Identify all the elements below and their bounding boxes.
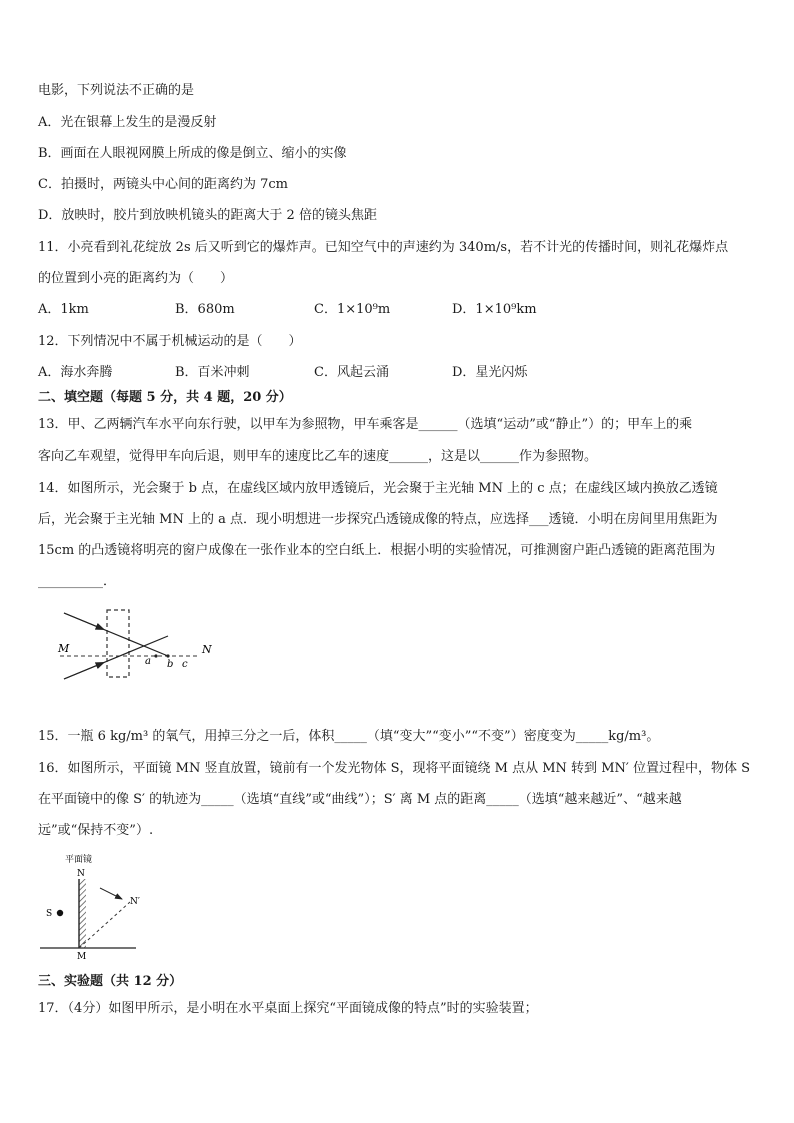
q16-line1: 16．如图所示，平面镜 MN 竖直放置，镜前有一个发光物体 S，现将平面镜绕 M 点从 MN 转到 MN′ 位置过程中，物体 S — [38, 761, 750, 776]
label-m: M — [77, 952, 87, 962]
q14-line3: 15cm 的凸透镜将明亮的窗户成像在一张作业本的空白纸上．根据小明的实验情况，可推测窗户距凸透镜的距离范围为 — [38, 543, 716, 558]
q11-option-c: C．1×10⁹m — [314, 302, 391, 317]
q11-stem-line2: 的位置到小亮的距离约为（ ） — [38, 271, 234, 286]
label-s: S — [46, 909, 53, 919]
q12-option-a: A．海水奔腾 — [38, 365, 113, 380]
q12-option-b: B．百米冲刺 — [175, 365, 250, 380]
object-s — [57, 910, 63, 916]
q10-stem-tail: 电影，下列说法不正确的是 — [38, 83, 195, 98]
label-c: c — [182, 659, 188, 670]
label-m: M — [58, 642, 70, 655]
q10-option-b: B．画面在人眼视网膜上所成的像是倒立、缩小的实像 — [38, 146, 347, 161]
label-b: b — [167, 659, 174, 670]
rotation-arrow — [100, 888, 122, 899]
q11-option-b: B．680m — [175, 302, 235, 317]
q10-option-a: A．光在银幕上发生的是漫反射 — [38, 115, 217, 130]
q14-line4: __________． — [38, 574, 117, 589]
q13-line1: 13．甲、乙两辆汽车水平向东行驶，以甲车为参照物，甲车乘客是______（选填“运动”或“静止”）的；甲车上的乘 — [38, 417, 693, 432]
section3-title: 三、实验题（共 12 分） — [38, 974, 183, 989]
q16-line2: 在平面镜中的像 S′ 的轨迹为_____（选填“直线”或“曲线”）；S′ 离 M 点的距离_____（选填“越来越近”、“越来越 — [38, 792, 682, 807]
q17-line1: 17．（4分）如图甲所示，是小明在水平桌面上探究“平面镜成像的特点”时的实验装置； — [38, 1001, 538, 1016]
q12-stem: 12．下列情况中不属于机械运动的是（ ） — [38, 334, 302, 349]
label-mirror-n: N — [77, 869, 85, 879]
label-n-prime: N′ — [130, 897, 140, 907]
q11-stem-line1: 11．小亮看到礼花绽放 2s 后又听到它的爆炸声。已知空气中的声速约为 340m/s，若不计光的传播时间，则礼花爆炸点 — [38, 240, 729, 255]
q11-option-d: D．1×10⁹km — [452, 302, 537, 317]
q10-option-d: D．放映时，胶片到放映机镜头的距离大于 2 倍的镜头焦距 — [38, 208, 377, 223]
lens-region-box — [107, 610, 129, 677]
q14-line1: 14．如图所示，光会聚于 b 点，在虚线区域内放甲透镜后，光会聚于主光轴 MN 上的 c 点；在虚线区域内换放乙透镜 — [38, 481, 718, 496]
q16-line3: 远”或“保持不变”）. — [38, 823, 154, 838]
label-plane-mirror: 平面镜 — [65, 855, 93, 865]
q11-option-a: A．1km — [38, 302, 89, 317]
label-n: N — [202, 643, 212, 656]
label-a: a — [145, 656, 151, 667]
q10-option-c: C．拍摄时，两镜头中心间的距离约为 7cm — [38, 177, 288, 192]
point-b — [166, 654, 169, 657]
section2-title: 二、填空题（每题 5 分，共 4 题，20 分） — [38, 390, 292, 405]
q13-line2: 客向乙车观望，觉得甲车向后退，则甲车的速度比乙车的速度______，这是以______作为参照物。 — [38, 449, 598, 464]
q16-mirror-diagram — [38, 852, 144, 962]
q12-option-c: C．风起云涌 — [314, 365, 389, 380]
q15-line1: 15．一瓶 6 kg/m³ 的氧气，用掉三分之一后，体积_____（填“变大”“变小”“不变”）密度变为_____kg/m³。 — [38, 729, 660, 744]
mirror-mn-prime — [79, 902, 130, 948]
q14-lens-diagram — [52, 603, 222, 685]
q14-line2: 后，光会聚于主光轴 MN 上的 a 点．现小明想进一步探究凸透镜成像的特点，应选择___透镜．小明在房间里用焦距为 — [38, 512, 718, 527]
q12-option-d: D．星光闪烁 — [452, 365, 528, 380]
mirror-hatching — [79, 879, 86, 948]
point-a — [154, 654, 157, 657]
